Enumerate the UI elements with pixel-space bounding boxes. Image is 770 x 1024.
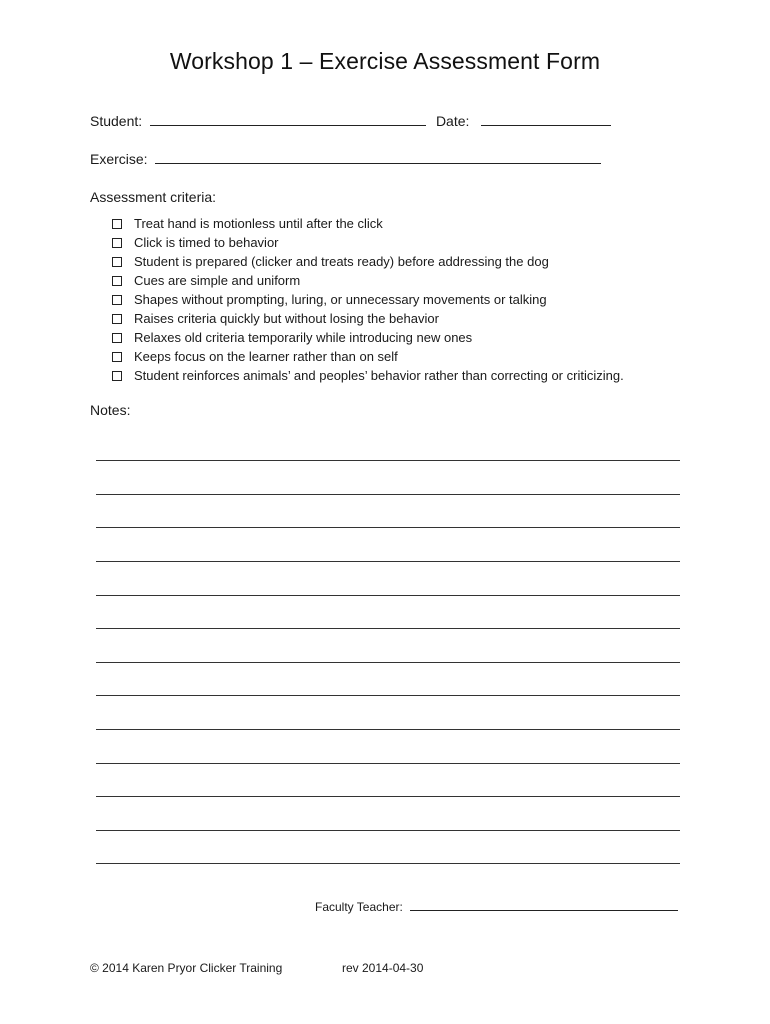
notes-line[interactable] [96,460,680,461]
faculty-teacher-row [315,898,678,914]
criteria-item [112,214,624,233]
criteria-item [112,347,624,366]
criteria-item [112,328,624,347]
date-label: Date: [435,113,470,129]
form-title: Workshop 1 – Exercise Assessment Form [169,48,601,74]
criteria-item [112,252,624,271]
criteria-checkbox[interactable] [112,352,122,362]
criteria-checkbox[interactable] [112,276,122,286]
notes-line[interactable] [96,527,680,528]
notes-line[interactable] [96,863,680,864]
notes-line[interactable] [96,662,680,663]
notes-line[interactable] [96,830,680,831]
date-field[interactable] [481,111,611,126]
exercise-label: Exercise: [90,151,148,167]
criteria-item [112,271,624,290]
faculty-teacher-field[interactable] [410,898,678,911]
notes-line[interactable] [96,796,680,797]
exercise-row [90,149,601,167]
criteria-text: Relaxes old criteria temporarily while introducing new ones [134,330,473,345]
criteria-text: Student reinforces animals’ and peoples’ behavior rather than correcting or criticizing. [134,368,624,383]
criteria-checkbox[interactable] [112,295,122,305]
criteria-item [112,233,624,252]
notes-line[interactable] [96,561,680,562]
criteria-item [112,366,624,385]
notes-line[interactable] [96,628,680,629]
criteria-text: Student is prepared (clicker and treats ready) before addressing the dog [134,254,549,269]
notes-line[interactable] [96,695,680,696]
notes-line[interactable] [96,595,680,596]
student-date-row [90,111,611,129]
criteria-checkbox[interactable] [112,219,122,229]
criteria-text: Raises criteria quickly but without losing the behavior [134,311,439,326]
criteria-checkbox[interactable] [112,314,122,324]
notes-line[interactable] [96,494,680,495]
criteria-checkbox[interactable] [112,238,122,248]
criteria-text: Cues are simple and uniform [134,273,301,288]
faculty-teacher-label: Faculty Teacher: [315,900,403,914]
revision-text: rev 2014-04-30 [342,961,424,975]
exercise-field[interactable] [155,149,601,164]
criteria-text: Keeps focus on the learner rather than on self [134,349,398,364]
notes-label: Notes: [90,402,131,418]
criteria-checkbox[interactable] [112,371,122,381]
criteria-text: Click is timed to behavior [134,235,279,250]
criteria-item [112,290,624,309]
criteria-item [112,309,624,328]
notes-line[interactable] [96,763,680,764]
criteria-checkbox[interactable] [112,257,122,267]
criteria-checkbox[interactable] [112,333,122,343]
criteria-text: Shapes without prompting, luring, or unnecessary movements or talking [134,292,547,307]
notes-line[interactable] [96,729,680,730]
student-label: Student: [90,113,143,129]
criteria-text: Treat hand is motionless until after the click [134,216,383,231]
criteria-list [112,214,624,385]
student-field[interactable] [150,111,426,126]
copyright-text: © 2014 Karen Pryor Clicker Training [90,961,283,975]
criteria-heading: Assessment criteria: [90,189,217,205]
